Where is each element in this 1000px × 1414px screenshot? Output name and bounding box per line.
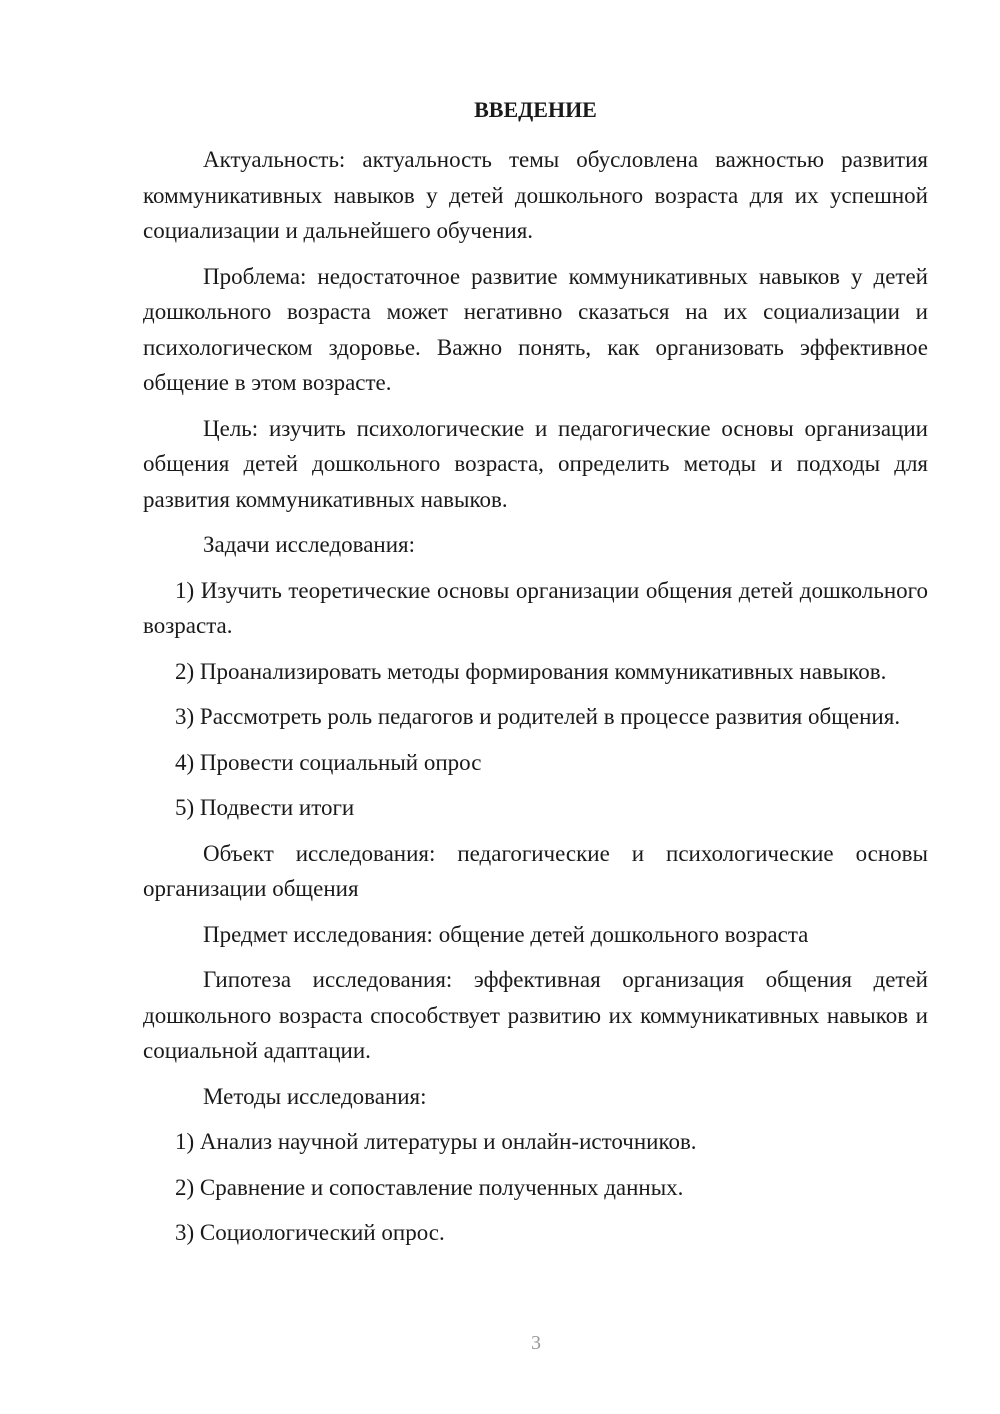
tasks-heading: Задачи исследования: [203, 532, 416, 557]
relevance-paragraph: Актуальность: актуальность темы обусловлена важностью развития коммуникативных навыков у детей дошкольного возраста для их успешной социализации и дальнейшего обучения. [143, 147, 928, 243]
methods-heading: Методы исследования: [203, 1083, 427, 1109]
problem-paragraph: Проблема: недостаточное развитие коммуникативных навыков у детей дошкольного возраста может негативно сказаться на их социализации и психологическом здоровье. Важно понять, как организовать эффективное общение в этом возрасте. [143, 263, 928, 395]
task-item-1: 1) Изучить теоретические основы организации общения детей дошкольного возраста. [143, 577, 928, 638]
method-item-3: 3) Социологический опрос. [175, 1220, 445, 1245]
hypothesis-paragraph: Гипотеза исследования: эффективная организация общения детей дошкольного возраста способствует развитию их коммуникативных навыков и социальной адаптации. [143, 967, 928, 1063]
task-item-3: 3) Рассмотреть роль педагогов и родителей в процессе развития общения. [175, 704, 901, 729]
method-item-2: 2) Сравнение и сопоставление полученных данных. [175, 1174, 684, 1200]
page-number: 3 [531, 1332, 541, 1354]
object-paragraph: Объект исследования: педагогические и психологические основы организации общения [143, 840, 928, 901]
document-page [143, 92, 928, 1251]
method-item-1: 1) Анализ научной литературы и онлайн-источников. [175, 1129, 697, 1154]
task-item-5: 5) Подвести итоги [175, 795, 355, 820]
task-item-4: 4) Провести социальный опрос [175, 749, 482, 775]
goal-paragraph: Цель: изучить психологические и педагогические основы организации общения детей дошкольного возраста, определить методы и подходы для развития коммуникативных навыков. [143, 415, 928, 512]
task-item-2: 2) Проанализировать методы формирования коммуникативных навыков. [175, 658, 887, 684]
section-heading: ВВЕДЕНИЕ [474, 97, 597, 122]
subject-paragraph: Предмет исследования: общение детей дошкольного возраста [203, 921, 809, 947]
